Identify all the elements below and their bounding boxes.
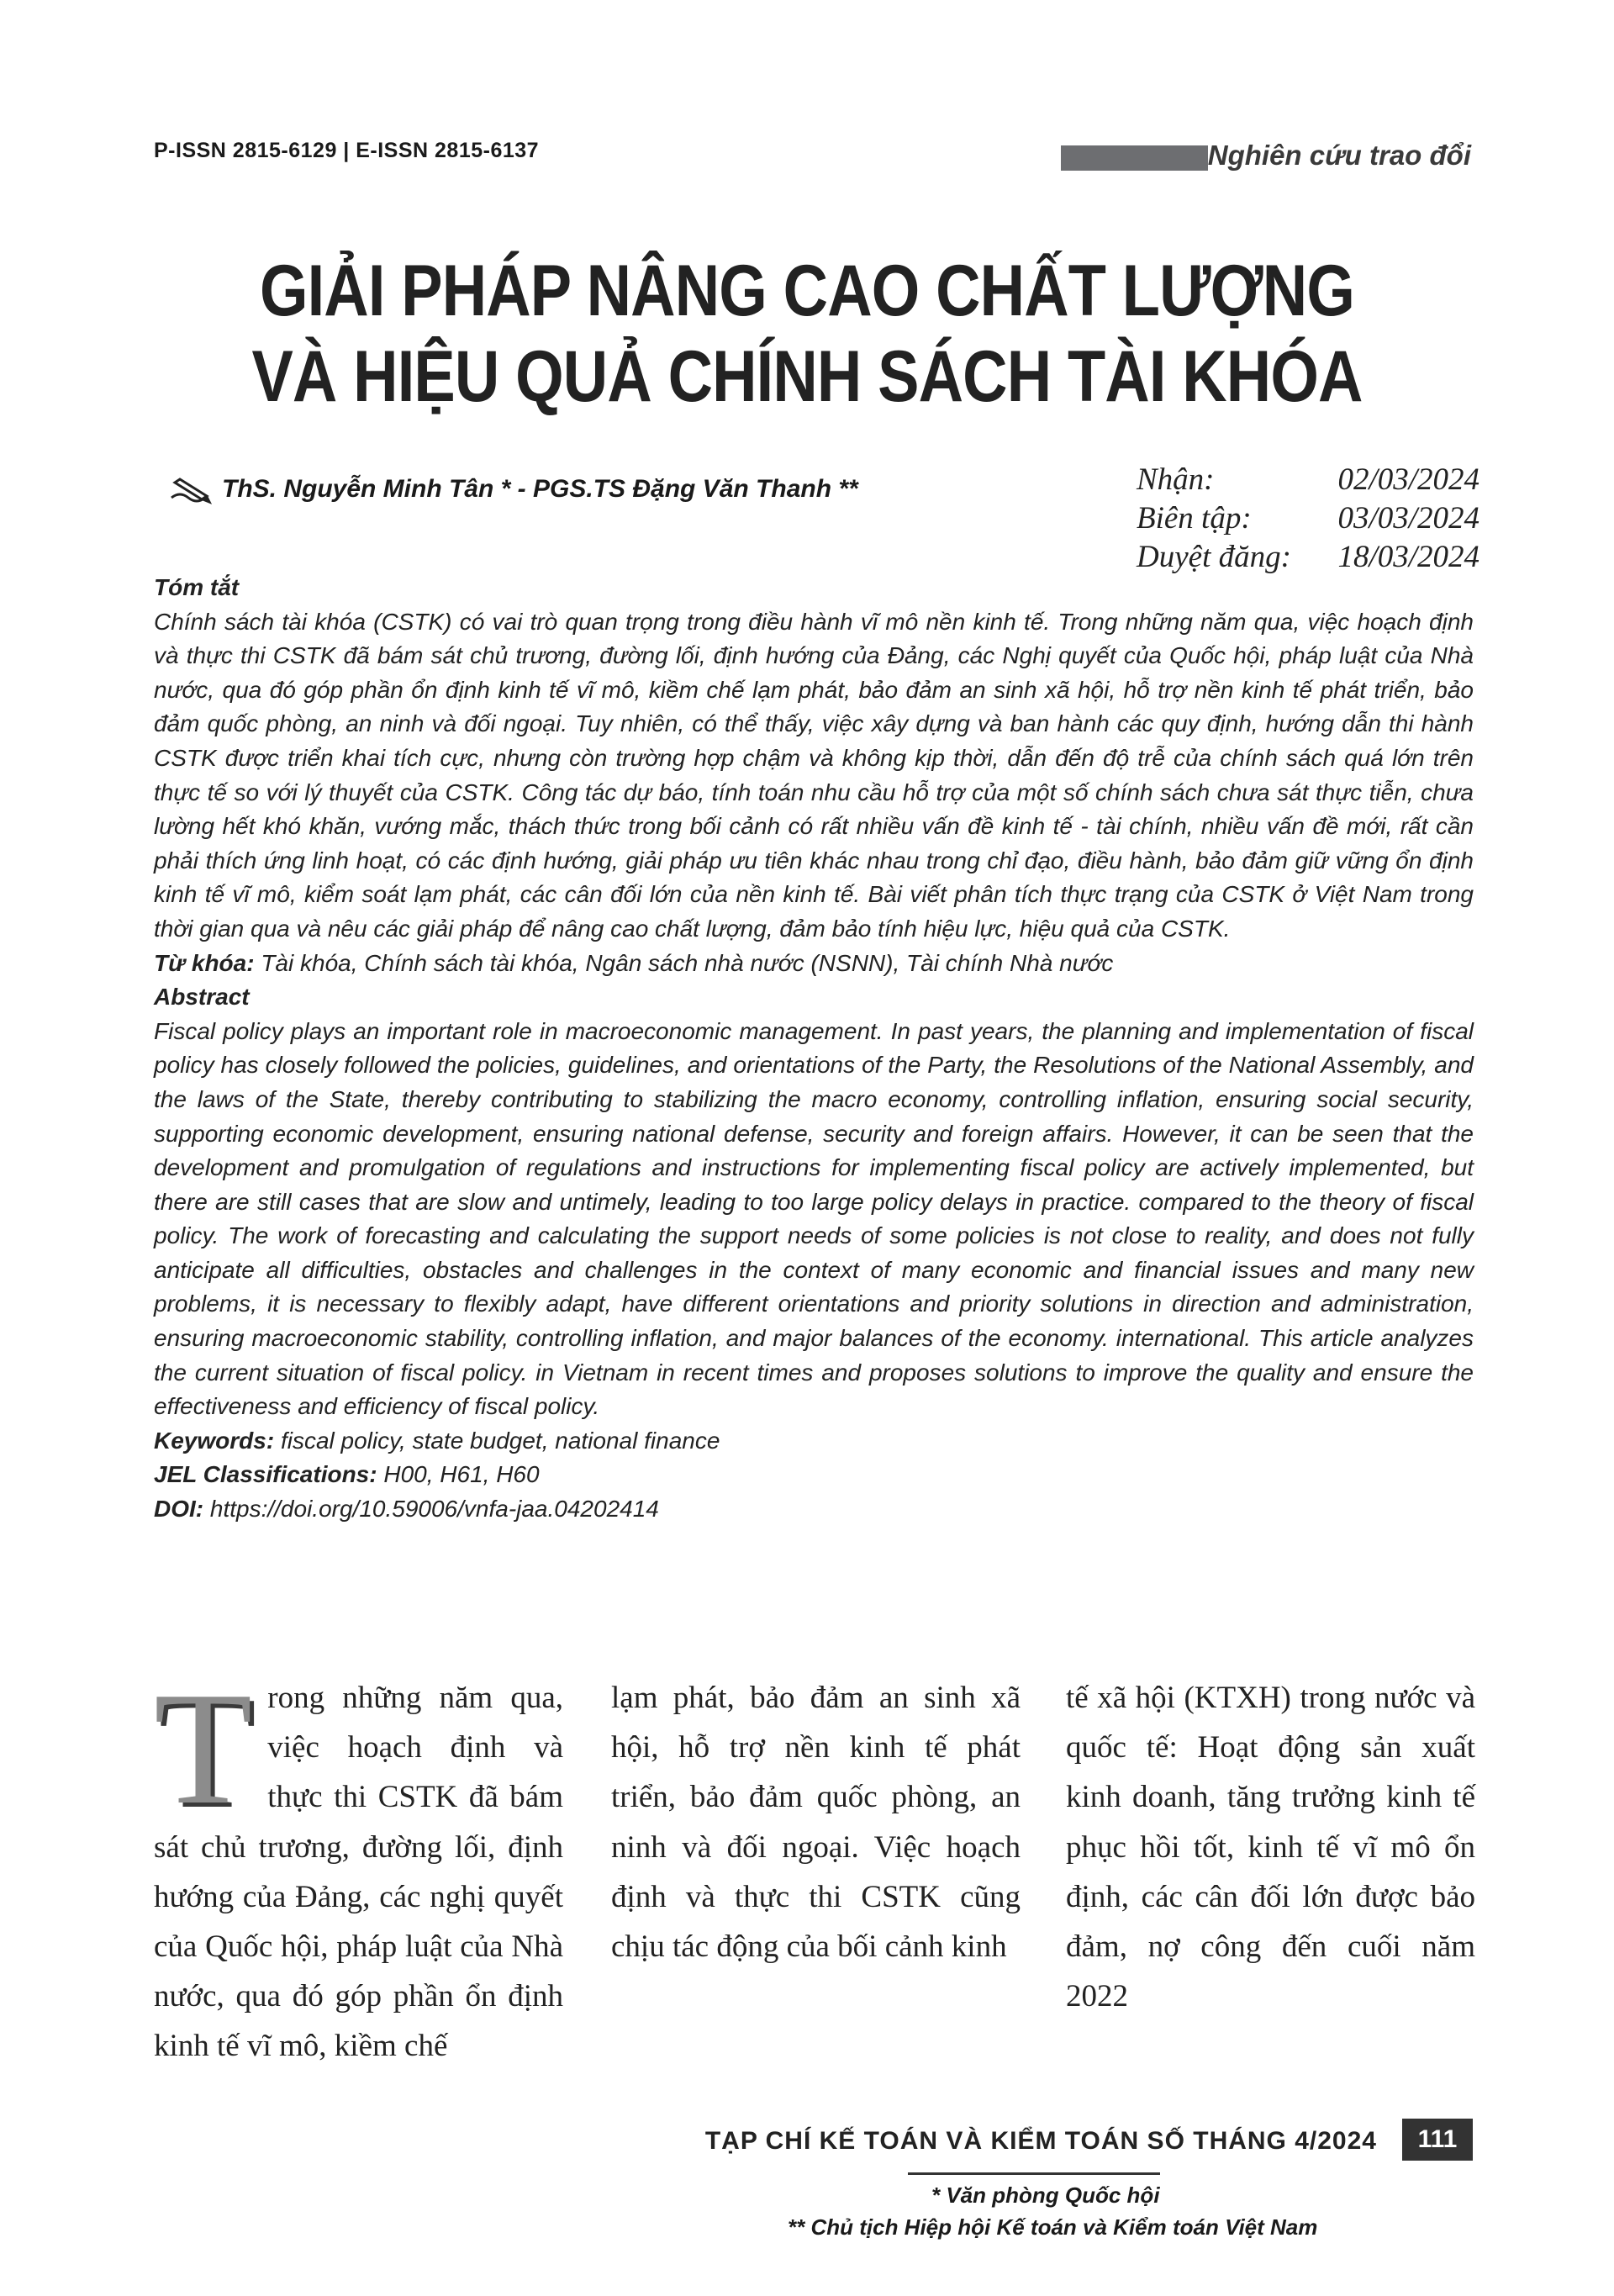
affiliation-1: * Văn phòng Quốc hội: [931, 2183, 1160, 2208]
abstract-en-heading: Abstract: [154, 984, 250, 1011]
keywords-en: [154, 1424, 1474, 1459]
authors-text: ThS. Nguyễn Minh Tân * - PGS.TS Đặng Văn Thanh **: [222, 475, 858, 503]
keywords-vi-text: Tài khóa, Chính sách tài khóa, Ngân sách nhà nước (NSNN), Tài chính Nhà nước: [261, 949, 1114, 976]
journal-footer: TẠP CHÍ KẾ TOÁN VÀ KIỂM TOÁN SỐ THÁNG 4/2024: [704, 2127, 1377, 2155]
abstract-section: [154, 571, 1474, 1527]
body-column-1: [154, 1659, 563, 2072]
keywords-vi: [154, 947, 1474, 981]
received-date: 02/03/2024: [1337, 462, 1480, 497]
keywords-vi-label: Từ khóa:: [154, 949, 255, 976]
doi-label: DOI:: [154, 1496, 204, 1523]
approved-label: Duyệt đăng:: [1137, 540, 1291, 574]
abstract-vi-text: Chính sách tài khóa (CSTK) có vai trò quan trọng trong điều hành vĩ mô nền kinh tế. Trong những năm qua, việc hoạch định và thực thi CSTK đã bám sát chủ trương, đường lối, định hướng của Đảng, các Nghị quyết của Quốc hội, pháp luật của Nhà nước, qua đó góp phần ổn định kinh tế vĩ mô, kiềm chế lạm phát, bảo đảm an sinh xã hội, hỗ trợ nền kinh tế phát triển, bảo đảm quốc phòng, an ninh và đối ngoại. Tuy nhiên, có thể thấy, việc xây dựng và ban hành các quy định, hướng dẫn thi hành CSTK được triển khai tích cực, nhưng còn trường hợp chậm và không kịp thời, dẫn đến độ trễ của chính sách quá lớn trên thực tế so với lý thuyết của CSTK. Công tác dự báo, tính toán nhu cầu hỗ trợ của một số chính sách chưa sát thực tiễn, chưa lường hết khó khăn, vướng mắc, thách thức trong bối cảnh có rất nhiều vấn đề kinh tế - tài chính, nhiều vấn đề mới, rất cần phải thích ứng linh hoạt, có các định hướng, giải pháp ưu tiên khác nhau trong chỉ đạo, điều hành, bảo đảm giữ vững ổn định kinh tế vĩ mô, kiểm soát lạm phát, các cân đối lớn của nền kinh tế. Bài viết phân tích thực trạng của CSTK ở Việt Nam trong thời gian qua và nêu các giải pháp để nâng cao chất lượng, đảm bảo tính hiệu lực, hiệu quả của CSTK.: [154, 608, 1474, 942]
received-row: [1137, 461, 1480, 499]
dates-block: [1137, 461, 1480, 577]
keywords-en-text: fiscal policy, state budget, national finance: [280, 1427, 720, 1454]
body-col1-text: rong những năm qua, việc hoạch định và thực thi CSTK đã bám sát chủ trương, đường lối, định hướng của Đảng, các nghị quyết của Quốc hội, pháp luật của Nhà nước, qua đó góp phần ổn định kinh tế vĩ mô, kiềm chế: [154, 1681, 563, 2064]
title-line-2: VÀ HIỆU QUẢ CHÍNH SÁCH TÀI KHÓA: [251, 336, 1363, 417]
doi-line: [154, 1492, 1474, 1527]
section-bar: [1061, 145, 1208, 171]
authors: [168, 472, 858, 506]
keywords-en-label: Keywords:: [154, 1427, 275, 1454]
edited-label: Biên tập:: [1137, 501, 1252, 536]
page-number: 111: [1402, 2119, 1473, 2161]
section-label: Nghiên cứu trao đổi: [1207, 140, 1471, 171]
title-line-1: GIẢI PHÁP NÂNG CAO CHẤT LƯỢNG: [259, 251, 1355, 331]
body-column-3: tế xã hội (KTXH) trong nước và quốc tế: Hoạt động sản xuất kinh doanh, tăng trưởng kinh tế phục hồi tốt, kinh tế vĩ mô ổn định, các cân đối lớn được bảo đảm, nợ công đến cuối năm 2022: [1066, 1681, 1475, 2014]
abstract-vi-heading: Tóm tắt: [154, 574, 240, 600]
edited-date: 03/03/2024: [1337, 501, 1480, 536]
drop-cap: T: [154, 1659, 253, 1838]
doi-link[interactable]: https://doi.org/10.59006/vnfa-jaa.04202414: [209, 1496, 659, 1523]
abstract-en-text: Fiscal policy plays an important role in macroeconomic management. In past years, the planning and implementation of fiscal policy has closely followed the policies, guidelines, and orientations of the Party, the Resolutions of the National Assembly, and the laws of the State, thereby contributing to stabilizing the macro economy, controlling inflation, ensuring social security, supporting economic development, ensuring national defense, security and foreign affairs. However, it can be seen that the development and promulgation of regulations and instructions for implementing fiscal policy are actively implemented, but there are still cases that are slow and untimely, leading to too large policy delays in practice. compared to the theory of fiscal policy. The work of forecasting and calculating the support needs of some policies is not close to reality, and does not fully anticipate all difficulties, obstacles and challenges in the context of many economic and financial issues and many new problems, it is necessary to flexibly adapt, have different orientations and priority solutions in direction and administration, ensuring macroeconomic stability, controlling inflation, and major balances of the economy. international. This article analyzes the current situation of fiscal policy. in Vietnam in recent times and proposes solutions to improve the quality and ensure the effectiveness and efficiency of fiscal policy.: [154, 1017, 1474, 1420]
footnote-divider: [908, 2172, 1160, 2175]
article-title: [0, 248, 1614, 420]
received-label: Nhận:: [1137, 462, 1215, 497]
jel-text: H00, H61, H60: [383, 1461, 540, 1488]
jel-label: JEL Classifications:: [154, 1461, 377, 1488]
edited-row: [1137, 499, 1480, 538]
pen-icon: [168, 472, 219, 506]
affiliation-2: ** Chủ tịch Hiệp hội Kế toán và Kiểm toán Việt Nam: [788, 2214, 1318, 2240]
body-column-2: lạm phát, bảo đảm an sinh xã hội, hỗ trợ nền kinh tế phát triển, bảo đảm quốc phòng, an ninh và đối ngoại. Việc hoạch định và thực thi CSTK cũng chịu tác động của bối cảnh kinh: [611, 1681, 1021, 1965]
issn-line: P-ISSN 2815-6129 | E-ISSN 2815-6137: [154, 139, 540, 162]
jel-line: [154, 1458, 1474, 1492]
approved-date: 18/03/2024: [1337, 540, 1480, 574]
